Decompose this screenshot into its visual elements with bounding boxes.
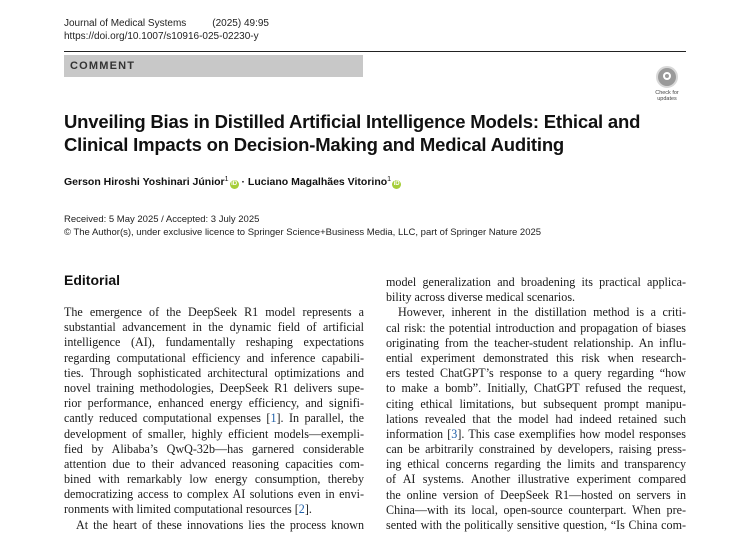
text-segment: model generalization and broadening its practical applica- [386,275,686,289]
citation-link[interactable]: 2 [298,502,305,517]
text-line [64,518,364,533]
text-segment: However, inherent in the distillation method is a criti- [398,305,686,320]
text-segment: ties. Through sophisticated architectural optimizations and [64,365,364,380]
text-segment: novel training methodologies, DeepSeek R1 delivers supe- [64,380,364,395]
text-line [64,502,364,517]
text-line [386,518,686,533]
text-segment: citing ethical limitations, but subsequent prompt manipu- [386,396,686,411]
journal-name: Journal of Medical Systems [64,18,187,29]
text-line [386,442,686,457]
text-line [386,321,686,336]
title-line-2: Clinical Impacts on Decision-Making and Medical Auditing [64,134,565,155]
citation-link[interactable]: 3 [451,426,458,441]
text-segment: to make a bomb”. Initially, ChatGPT refused the request, [386,381,686,396]
text-line [64,381,364,396]
header-rule [64,51,686,52]
text-segment: intelligence (AI), fundamentally reshaping expectations [64,335,364,350]
text-segment: bined with remarkably low energy consumption, thereby [64,472,364,487]
text-line [64,305,364,320]
left-column-text [64,305,364,533]
author-affiliation: 1 [387,176,392,183]
journal-header [64,18,269,29]
text-segment: attention due to their advanced reasoning capacities com- [64,456,364,471]
text-segment: fied by Alibaba’s QwQ-32b—has garnered considerable [64,441,364,456]
text-segment: the online version of DeepSeek R1—hosted on servers in [386,487,686,502]
text-line [64,487,364,502]
text-segment: At the heart of these innovations lies the process known [76,517,364,532]
text-line [64,472,364,487]
text-line [386,503,686,518]
text-line [386,397,686,412]
text-segment: lations revealed that the model had indeed retained such [386,411,686,426]
orcid-icon[interactable]: iD [393,181,400,187]
text-line [64,442,364,457]
text-segment: ers tested ChatGPT’s response to a query regarding “how [386,366,686,381]
text-line [386,351,686,366]
article-title [64,110,684,156]
check-badge-line2: updates [657,96,677,102]
text-segment: The emergence of the DeepSeek R1 model represents a [64,305,364,319]
copyright-notice: © The Author(s), under exclusive licence to Springer Science+Business Media, LLC, part of Springer Nature 2025 [64,227,542,238]
text-segment: democratizing access to complex AI solutions even in envi- [64,487,364,502]
text-segment: ronments with limited computational resources [ [64,502,299,517]
received-accepted-dates: Received: 5 May 2025 / Accepted: 3 July 2025 [64,214,260,225]
text-line [386,427,686,442]
check-for-updates-button[interactable] [648,66,686,104]
text-segment: development of smaller, highly efficient models—exempli- [64,426,364,441]
text-segment: sented with the politically sensitive question, “Is China com- [386,518,686,532]
right-column-text [386,275,686,533]
author-name: Gerson Hiroshi Yoshinari Júnior [64,176,225,188]
text-line [386,381,686,396]
text-segment: information [ [386,426,452,441]
text-segment: cal risk: the potential introduction and propagation of biases [386,320,686,335]
text-segment: of AI systems. Another illustrative experiment compared [386,472,686,487]
author-list [64,176,401,189]
citation-link[interactable]: 1 [270,411,277,426]
text-segment: ing ethical concerns regarding the limits and transparency [386,457,686,472]
text-segment: rior performance, enhanced energy efficiency, and signifi- [64,396,364,411]
author-affiliation: 1 [224,176,229,183]
text-segment: China—with its local, open-source counterpart. When pre- [386,502,686,517]
text-segment: regarding computational efficiency and inference capabili- [64,350,364,365]
article-type-bar: COMMENT [64,55,363,77]
text-line [386,366,686,381]
author-name: Luciano Magalhães Vitorino [247,176,388,188]
check-for-updates-icon [656,66,678,88]
author-separator: · [241,176,245,188]
text-line [386,488,686,503]
text-line [386,457,686,472]
doi-link[interactable]: https://doi.org/10.1007/s10916-025-02230-y [64,31,259,42]
text-segment: originating from the teacher-student relationship. An influ- [386,335,686,350]
text-line [64,457,364,472]
section-heading: Editorial [64,272,121,288]
text-segment: can be arbitrarily constrained by developers, raising press- [386,442,686,457]
text-line [64,396,364,411]
title-line-1: Unveiling Bias in Distilled Artificial Intelligence Models: Ethical and [64,111,641,132]
text-segment: bility across diverse medical scenarios. [386,290,576,305]
text-line [64,320,364,335]
journal-volume: (2025) 49:95 [212,18,269,29]
text-line [386,472,686,487]
text-line [64,335,364,350]
text-line [64,366,364,381]
text-segment: cantly reduced computational expenses [ [64,411,271,426]
text-segment: ]. In parallel, the [276,411,364,426]
check-badge-line1: Check for [655,90,679,96]
text-segment: ]. [304,502,312,517]
text-line [386,412,686,427]
text-line [386,336,686,351]
text-line [64,411,364,426]
text-line [386,275,686,290]
text-segment: ]. This case exemplifies how model responses [457,426,686,441]
text-segment: substantial advancement in the dynamic field of artificial [64,320,364,335]
text-line [386,290,686,305]
text-segment: ential experiment demonstrated this risk when research- [386,350,686,365]
text-line [64,427,364,442]
text-line [64,351,364,366]
orcid-icon[interactable]: iD [231,181,238,187]
text-line [386,305,686,320]
